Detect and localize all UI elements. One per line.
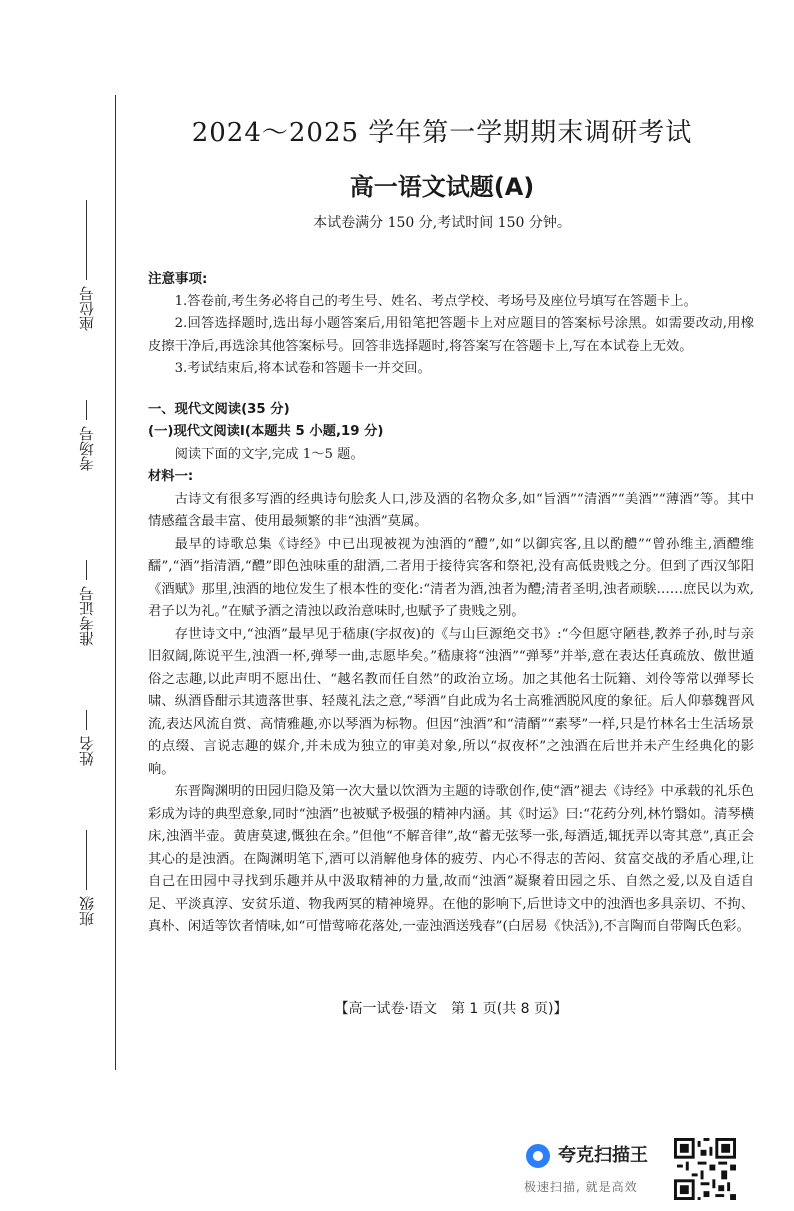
reading-instruction: 阅读下面的文字,完成 1～5 题。 bbox=[174, 446, 364, 462]
class-label: 班级 bbox=[77, 896, 96, 926]
scanner-slogan: 极速扫描, 就是高效 bbox=[524, 1180, 638, 1194]
exam-subtitle: 高一语文试题(A) bbox=[349, 173, 535, 201]
exam-room-field bbox=[56, 400, 116, 471]
material-label: 材料一: bbox=[148, 469, 194, 484]
material-paragraph: 古诗文有很多写酒的经典诗句脍炙人口,涉及酒的名物众多,如“旨酒”“清酒”“美酒”“薄酒”等。其中情感蕴含最丰富、使用最频繁的非“浊酒”莫属。 bbox=[148, 491, 754, 529]
material-paragraph: 存世诗文中,“浊酒”最早见于嵇康(字叔夜)的《与山巨源绝交书》:“今但愿守陋巷,教养子孙,时与亲旧叙阔,陈说平生,浊酒一杯,弹琴一曲,志愿毕矣。”嵇康将“浊酒”“弹琴”并举,意在表达任真疏放、傲世遁俗之志趣,以此声明不愿出仕、“越名教而任自然”的政治立场。加之其他名士阮籍、刘伶等常以弹琴长啸、纵酒昏酣示其遗落世事、轻蔑礼法之意,“琴酒”自此成为名士高雅洒脱风度的象征。后人仰慕魏晋风流,表达风流自赏、高情雅趣,亦以琴酒为标物。但因“浊酒”和“清醑”“素琴”一样,只是竹林名士生活场景的点缀、言说志趣的媒介,并未成为独立的审美对象,所以“叔夜杯”之浊酒在后世并未产生经典化的影响。 bbox=[148, 626, 754, 777]
subsection-heading: (一)现代文阅读Ⅰ(本题共 5 小题,19 分) bbox=[148, 424, 384, 439]
notice-heading: 注意事项: bbox=[148, 271, 208, 287]
notice-item: 2.回答选择题时,选出每小题答案后,用铅笔把答题卡上对应题目的答案标号涂黑。如需要改动,用橡皮擦干净后,再选涂其他答案标号。回答非选择题时,将答案写在答题卡上,写在本试卷上无效。 bbox=[148, 316, 754, 354]
material-paragraph: 最早的诗歌总集《诗经》中已出现被视为浊酒的“醴”,如“以御宾客,且以酌醴”“曾孙维主,酒醴维醹”,“酒”指清酒,“醴”即色浊味重的甜酒,二者用于接待宾客和祭祀,没有高低贵贱之分。但到了西汉邹阳《酒赋》那里,浊酒的地位发生了根本性的变化:“清者为酒,浊者为醴;清者圣明,浊者顽騃……庶民以为欢,君子以为礼。”在赋予酒之清浊以政治意味时,也赋予了贵贱之别。 bbox=[148, 536, 754, 619]
page-footer: 【高一试卷·语文 第 1 页(共 8 页)】 bbox=[334, 1001, 568, 1017]
admission-field bbox=[56, 560, 116, 646]
notice-item: 1.答卷前,考生务必将自己的考生号、姓名、考点学校、考场号及座位号填写在答题卡上。 bbox=[174, 293, 697, 309]
exam-header bbox=[130, 112, 754, 232]
section-heading: 一、现代文阅读(35 分) bbox=[148, 401, 290, 417]
scanner-watermark bbox=[522, 1138, 752, 1200]
exam-body bbox=[148, 268, 754, 939]
admission-label: 准考证号 bbox=[77, 586, 96, 646]
scanner-logo-icon bbox=[526, 1144, 550, 1168]
exam-title: 2024～2025 学年第一学期期末调研考试 bbox=[191, 118, 693, 148]
name-field bbox=[56, 710, 116, 766]
seat-field bbox=[56, 200, 116, 331]
seat-label: 座位号 bbox=[77, 286, 96, 331]
exam-room-label: 考场号 bbox=[77, 426, 96, 471]
notice-item: 3.考试结束后,将本试卷和答题卡一并交回。 bbox=[174, 361, 431, 376]
name-label: 姓名 bbox=[77, 736, 96, 766]
qr-code-icon bbox=[674, 1138, 736, 1200]
class-field bbox=[56, 830, 116, 926]
material-paragraph: 东晋陶渊明的田园归隐及第一次大量以饮酒为主题的诗歌创作,使“酒”褪去《诗经》中承载的礼乐色彩成为诗的典型意象,同时“浊酒”也被赋予极强的精神内涵。其《时运》曰:“花药分列,林竹翳如。清琴横床,浊酒半壶。黄唐莫逮,慨独在余。”但他“不解音律”,故“蓄无弦琴一张,每酒适,辄抚弄以寄其意”,真正会其心的是浊酒。在陶渊明笔下,酒可以消解他身体的疲劳、内心不得志的苦闷、贫富交战的矛盾心理,让自己在田园中寻找到乐趣并从中汲取精神的力量,故而“浊酒”凝聚着田园之乐、自然之爱,以及自适自足、平淡真淳、安贫乐道、物我两冥的精神境界。在他的影响下,后世诗文中的浊酒也多具亲切、不拘、真朴、闲适等饮者情味,如“可惜莺啼花落处,一壶浊酒送残春”(白居易《快活》),不言陶而自带陶氏色彩。 bbox=[148, 784, 754, 934]
scanner-brand: 夸克扫描王 bbox=[558, 1145, 648, 1166]
exam-info: 本试卷满分 150 分,考试时间 150 分钟。 bbox=[313, 215, 571, 231]
